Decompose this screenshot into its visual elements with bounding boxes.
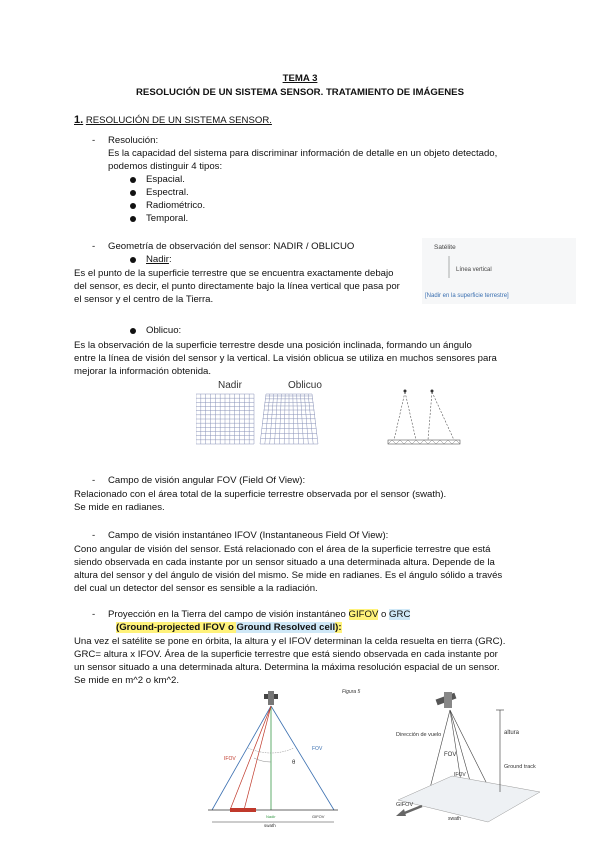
grids-svg: [196, 378, 330, 446]
label-gifov: GIFOV: [396, 802, 414, 808]
ifov-fov-diagram: [204, 688, 374, 828]
gifov-or: o: [378, 609, 390, 620]
flight-svg: [392, 688, 542, 828]
nadir-oblicuo-grids: [196, 378, 330, 446]
label-swath: swath: [448, 816, 462, 822]
nadir-figure-line: Línea vertical: [456, 267, 492, 273]
cones-svg: [384, 384, 464, 446]
bullet-icon: [130, 257, 136, 263]
label-fov: FOV: [444, 752, 457, 758]
label-gifov: GIFOV: [312, 814, 325, 819]
bullet-icon: [130, 216, 136, 222]
nadir-grid: [196, 394, 254, 444]
figure-caption: Figura 5: [342, 689, 361, 695]
dash-marker: -: [92, 241, 96, 252]
type-item: Radiométrico.: [146, 200, 206, 211]
bullet-icon: [130, 190, 136, 196]
resolucion-line-1: Es la capacidad del sistema para discriminar información de detalle en un objeto detectado,: [108, 148, 498, 159]
nadir-figure-svg: [422, 238, 576, 304]
fov-line-1: Relacionado con el área total de la superficie terrestre observada por el sensor (swath).: [74, 489, 447, 500]
nadir-line-1: Es el punto de la superficie terrestre que se encuentra exactamente debajo: [74, 268, 394, 279]
nadir-figure: [422, 238, 576, 304]
grid-label-nadir: Nadir: [218, 380, 242, 391]
arrow-left-icon: [396, 809, 406, 816]
label-ifov: IFOV: [224, 756, 236, 762]
oblicuo-grid: [260, 394, 318, 444]
dash-marker: -: [92, 475, 96, 486]
paren-close: ):: [335, 622, 342, 633]
label-angle: θ: [292, 760, 296, 766]
ifov-label: Campo de visión instantáneo IFOV (Instantaneous Field Of View):: [108, 530, 389, 541]
nadir-figure-satellite: Satélite: [434, 244, 456, 251]
gifov-subheading: [116, 621, 342, 634]
resolucion-line-2: podemos distinguir 4 tipos:: [108, 161, 223, 172]
label-swath: swath: [264, 823, 276, 828]
geometria-label: Geometría de observación del sensor: NADIR / OBLICUO: [108, 241, 355, 252]
section-title: RESOLUCIÓN DE UN SISTEMA SENSOR.: [85, 115, 272, 126]
gifov-cell: [230, 808, 256, 812]
resolucion-label: Resolución:: [108, 135, 159, 146]
fov-label: Campo de visión angular FOV (Field Of View):: [108, 475, 306, 486]
dash-marker: -: [92, 609, 96, 620]
ifov-line-1: Cono angular de visión del sensor. Está relacionado con el área de la superficie terrestre que está: [74, 544, 491, 555]
nadir-line-2: del sensor, es decir, el punto directamente bajo la línea vertical que pasa por: [74, 281, 400, 292]
label-ground-track: Ground track: [504, 764, 536, 770]
nadir-figure-caption: [Nadir en la superficie terrestre]: [425, 293, 509, 299]
bullet-icon: [130, 203, 136, 209]
ground-projected-ifov: Ground-projected IFOV: [119, 622, 226, 633]
label-direccion: Dirección de vuelo: [396, 732, 442, 738]
gifov-line-3: un sensor situado a una determinada altura. Determina la máxima resolución espacial de un sensor.: [74, 662, 500, 673]
gifov-label-pre: Proyección en la Tierra del campo de visión instantáneo: [108, 609, 349, 620]
type-item: Temporal.: [146, 213, 189, 224]
flight-direction-diagram: [392, 688, 542, 828]
dash-marker: -: [92, 135, 96, 146]
type-item: Espectral.: [146, 187, 189, 198]
nadir-colon: :: [168, 254, 172, 265]
satellite-body-icon: [444, 692, 452, 708]
ifov-fov-svg: [204, 688, 374, 828]
bullet-icon: [130, 328, 136, 334]
gifov-or-2: o: [225, 622, 237, 633]
label-altura: altura: [504, 730, 520, 736]
satellite-body-icon: [268, 691, 274, 705]
gifov-line-4: Se mide en m^2 o km^2.: [74, 675, 179, 686]
nadir-line-3: el sensor y el centro de la Tierra.: [74, 294, 214, 305]
label-ifov: IFOV: [454, 772, 466, 778]
gifov-line-1: Una vez el satélite se pone en órbita, la altura y el IFOV determinan la celda resuelta en tierra (GRC).: [74, 636, 506, 647]
label-nadir: Nadir: [266, 814, 276, 819]
page-title: RESOLUCIÓN DE UN SISTEMA SENSOR. TRATAMIENTO DE IMÁGENES: [136, 87, 464, 98]
bullet-icon: [130, 177, 136, 183]
section-heading: [74, 114, 272, 127]
fov-line-2: Se mide en radianes.: [74, 502, 165, 513]
ifov-line-2: siendo observada en cada instante por un sensor situado a una determinada altura. Depende de la: [74, 557, 495, 568]
grc-term: GRC: [389, 609, 411, 620]
ifov-line-4: del cual un detector del sensor es sensible a la radiación.: [74, 583, 318, 594]
nadir-label: Nadir: [146, 254, 169, 265]
tema-number: TEMA 3: [282, 73, 318, 84]
grid-label-oblicuo: Oblicuo: [288, 380, 322, 391]
gifov-heading: [108, 608, 410, 621]
oblicuo-line-1: Es la observación de la superficie terrestre desde una posición inclinada, formando un ángulo: [74, 340, 472, 351]
oblicuo-line-2: entre la línea de visión del sensor y la vertical. La visión oblicua se utiliza en muchos sensores para: [74, 353, 497, 364]
nadir-heading: [146, 253, 172, 266]
gifov-term: GIFOV: [348, 609, 379, 620]
view-cones-figure: [384, 384, 464, 446]
oblicuo-line-3: mejorar la información obtenida.: [74, 366, 212, 377]
gifov-line-2: GRC= altura x IFOV. Área de la superficie terrestre que está siendo observada en cada instante por: [74, 649, 498, 660]
dash-marker: -: [92, 530, 96, 541]
label-fov: FOV: [312, 746, 323, 752]
oblicuo-label: Oblicuo:: [146, 325, 182, 336]
ground-resolved-cell: Ground Resolved cell: [236, 622, 336, 633]
type-item: Espacial.: [146, 174, 185, 185]
paren-open: (: [116, 622, 120, 633]
ifov-line-3: altura del sensor y del ángulo de visión del mismo. Se mide en radianes. Es el ángulo sólido a través: [74, 570, 503, 581]
section-number: 1.: [74, 114, 84, 126]
